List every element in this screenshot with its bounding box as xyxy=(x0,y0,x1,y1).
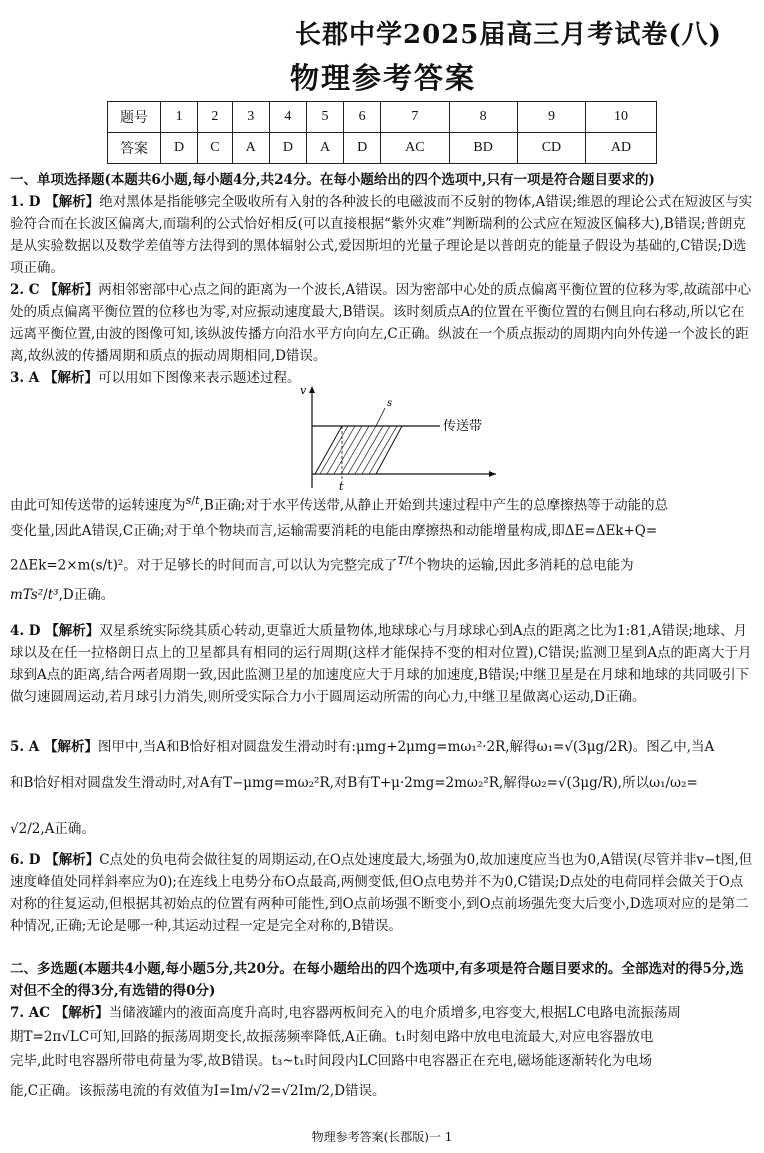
row-label: 答案 xyxy=(108,133,161,164)
question-2-text: 两相邻密部中心点之间的距离为一个波长,A错误。因为密部中心处的质点偏离平衡位置的位移为零,故疏部中心处的质点偏离平衡位置的位移也为零,对应振动速度最大,B错误。该时刻质点A的位置在平衡位置的右侧且向右移动,所以它在远离平衡位置,由波的图像可知,该纵波传播方向沿水平方向向左,C正确。纵波在一个质点振动的周期内向外传递一个波长的距离,故纵波的传播周期和质点的振动周期相同,D错误。 xyxy=(10,282,752,364)
t-label: t xyxy=(339,480,344,493)
question-1-text: 绝对黑体是指能够完全吸收所有入射的各种波长的电磁波而不反射的物体,A错误;维恩的理论公式在短波区与实验符合而在长波区偏离大,而瑞利的公式恰好相反(可以直接根据“紫外灾难”判断瑞利的公式应在短波区偏移大),B错误;普朗克是从实验数据以及数学差值等方法得到的黑体辐射公式,爱因斯坦的光量子理论是以普朗克的能量子假设为基础的,C错误;D选项正确。 xyxy=(10,194,753,276)
v-axis-label: v xyxy=(300,384,307,397)
question-3-line-2: 变化量,因此A错误,C正确;对于单个物块而言,运输需要消耗的电能由摩擦热和动能增量构成,即ΔE=ΔEk+Q= xyxy=(10,523,658,539)
question-number: 5 xyxy=(306,102,343,133)
question-7-line-4: 能,C正确。该振荡电流的有效值为I=Im/√2=√2Im/2,D错误。 xyxy=(10,1083,386,1099)
question-4-text: 双星系统实际绕其质心转动,更靠近大质量物体,地球球心与月球球心到A点的距离之比为1:81,A错误;地球、月球以及在任一拉格朗日点上的卫星都具有相同的运行周期(这样才能保持不变的相对位置),C错误;监测卫星到A点的距离大于月球到A点的距离,结合两者周期一致,因此监测卫星的加速度应大于月球的加速度,B错误;中继卫星是在月球和地球的共同吸引下做匀速圆周运动,若月球引力消失,则所受实际合力小于圆周运动所需的向心力,中继卫星做离心运动,D正确。 xyxy=(10,623,752,705)
page-footer: 物理参考答案(长郡版)一 1 xyxy=(311,1130,453,1144)
exam-title: 长郡中学2025届高三月考试卷(八) xyxy=(295,20,722,50)
question-5-label: 5. A 【解析】 xyxy=(10,739,98,755)
question-7-line-1 xyxy=(10,1002,756,1024)
question-number: 3 xyxy=(232,102,269,133)
fraction-numerator: s xyxy=(185,494,192,507)
answer-cell: CD xyxy=(517,133,585,164)
question-6-text: C点处的负电荷会做往复的周期运动,在O点处速度最大,场强为0,故加速度应当也为0,A错误(尽管并非v−t图,但速度峰值处同样斜率应为0);在连线上电势分布O点最高,两侧变低,但O点电势并不为0,C错误;D点处的电荷同样会做关于O点对称的往复运动,但根据其初始点的位置有两种可能性,到O点前场强不断变小,到O点前场强先变大后变小,D选项对应的是第二种情况,正确;无论是哪一种,其运动过程一定是完全对称的,B错误。 xyxy=(10,852,753,934)
question-number: 9 xyxy=(517,102,585,133)
question-4-label: 4. D 【解析】 xyxy=(10,623,100,639)
question-number: 7 xyxy=(381,102,449,133)
text-run: ,D正确。 xyxy=(58,587,115,603)
question-number: 8 xyxy=(449,102,517,133)
question-number: 6 xyxy=(344,102,381,133)
text-run: 2ΔEk=2× xyxy=(10,557,78,574)
answer-cell: BD xyxy=(449,133,517,164)
answer-cell: D xyxy=(161,133,198,164)
fraction-denominator: t xyxy=(195,494,200,507)
question-7-line-2: 期T=2π√LC可知,回路的振荡周期变长,故振荡频率降低,A正确。t₁时刻电路中放电电流最大,对应电容器放电 xyxy=(10,1029,654,1045)
fraction-numerator: T xyxy=(397,554,406,567)
answer-cell: A xyxy=(232,133,269,164)
question-2-explanation xyxy=(10,279,756,367)
answer-cell: AD xyxy=(586,133,657,164)
question-4-explanation xyxy=(10,620,756,708)
period-fraction: T/t xyxy=(397,554,414,567)
conveyor-label: 传送带 xyxy=(443,419,483,434)
question-number: 10 xyxy=(586,102,657,133)
question-6-label: 6. D 【解析】 xyxy=(10,852,100,868)
question-3-label: 3. A 【解析】 xyxy=(10,370,98,386)
answer-table xyxy=(107,101,657,164)
question-7-line-3: 完毕,此时电容器所带电荷量为零,故B错误。t₃~t₁时间段内LC回路中电容器正在充电,磁场能逐渐转化为电场 xyxy=(10,1053,653,1069)
text-run: 当储液罐内的液面高度升高时,电容器两板间充入的电介质增多,电容变大,根据LC电路电流振荡周 xyxy=(108,1005,681,1021)
question-3-line-3 xyxy=(10,550,756,577)
text-run: ,B正确;对于水平传送带,从静止开始到共速过程中产生的总摩擦热等于动能的总 xyxy=(199,497,669,514)
answer-key-title: 物理参考答案 xyxy=(290,61,477,95)
energy-numerator: mTs² xyxy=(10,587,44,603)
text-run: 图甲中,当A和B恰好相对圆盘发生滑动时有:μmg+2μmg=mω₁²·2R,解得ω₁=√(3μg/2R)。图乙中,当A xyxy=(97,739,715,755)
fraction-denominator: t xyxy=(408,554,414,567)
question-6-explanation xyxy=(10,849,756,937)
text-run: m(s/t)²。对于足够长的时间而言,可以认为完整完成了 xyxy=(77,557,398,574)
question-7-label: 7. AC 【解析】 xyxy=(10,1005,109,1021)
question-3-line-4: mTs²/t³,D正确。 xyxy=(10,587,115,603)
question-1-explanation xyxy=(10,191,756,279)
row-label: 题号 xyxy=(108,102,161,133)
answer-cell: A xyxy=(306,133,343,164)
conveyor-vt-graph xyxy=(290,382,520,494)
question-3-intro-text: 可以用如下图像来表示题述过程。 xyxy=(97,370,301,386)
question-number: 1 xyxy=(161,102,198,133)
answer-cell: D xyxy=(269,133,306,164)
speed-fraction: s/t xyxy=(185,494,200,507)
answer-cell: D xyxy=(344,133,381,164)
question-number: 4 xyxy=(269,102,306,133)
text-run: 个物块的运输,因此多消耗的总电能为 xyxy=(413,557,634,574)
answer-cell: AC xyxy=(381,133,449,164)
question-number: 2 xyxy=(198,102,233,133)
question-3-line-1 xyxy=(10,490,756,517)
question-2-label: 2. C 【解析】 xyxy=(10,282,99,298)
answer-table-answer-row xyxy=(108,133,657,164)
answer-table-number-row xyxy=(108,102,657,133)
question-5-line-2: 和B恰好相对圆盘发生滑动时,对A有T−μmg=mω₂²R,对B有T+μ·2mg=2mω₂²R,解得ω₂=√(3μg/R),所以ω₁/ω₂= xyxy=(10,775,698,791)
question-1-label: 1. D 【解析】 xyxy=(10,194,100,210)
s-label: s xyxy=(387,398,393,409)
question-5-line-3: √2/2,A正确。 xyxy=(10,821,95,837)
answer-cell: C xyxy=(198,133,233,164)
text-run: 由此可知传送带的运转速度为 xyxy=(10,497,186,514)
energy-denominator: t³ xyxy=(47,587,59,603)
question-5-line-1 xyxy=(10,736,756,758)
section-heading-single-choice: 一、单项选择题(本题共6小题,每小题4分,共24分。在每小题给出的四个选项中,只有一项是符合题目要求的) xyxy=(10,172,655,188)
section-heading-multi-choice: 二、多选题(本题共4小题,每小题5分,共20分。在每小题给出的四个选项中,有多项是符合题目要求的。全部选对的得5分,选对但不全的得3分,有选错的得0分) xyxy=(10,961,744,999)
